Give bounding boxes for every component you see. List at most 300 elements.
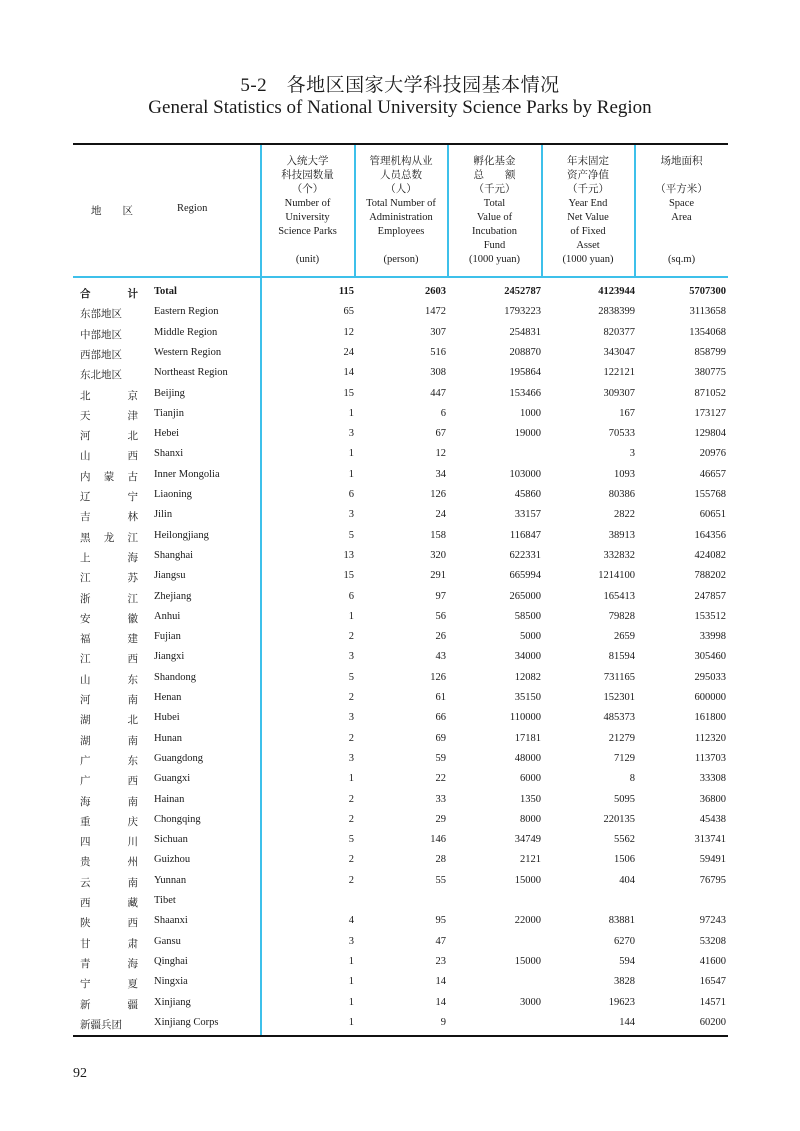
data-cell: 34749 — [514, 834, 541, 846]
region-name-cn: 湖南 — [80, 735, 138, 747]
data-cell: 80386 — [608, 489, 635, 500]
region-name-cn: 安徽 — [80, 613, 138, 625]
region-name-cn: 天津 — [80, 410, 138, 422]
region-name-cn: 宁夏 — [80, 979, 138, 991]
data-cell: 5 — [348, 671, 354, 683]
column-header-line: of Fixed — [570, 226, 606, 237]
region-name-cn: 甘肃 — [80, 938, 138, 950]
data-cell: 5000 — [520, 631, 541, 643]
table-row — [73, 591, 728, 611]
data-cell: 2 — [348, 793, 354, 805]
region-name-cn: 辽宁 — [80, 492, 138, 503]
data-cell: 112320 — [694, 732, 726, 744]
column-header-line: (unit) — [295, 254, 320, 265]
region-name-en: Middle Region — [154, 326, 218, 338]
data-cell: 858799 — [694, 346, 726, 358]
data-cell: 2 — [348, 874, 354, 886]
data-cell: 155768 — [694, 489, 726, 500]
data-cell: 110000 — [509, 712, 541, 724]
data-cell: 308 — [430, 367, 446, 379]
data-cell: 14 — [435, 976, 446, 988]
region-name-en: Hubei — [154, 712, 180, 724]
data-cell: 115 — [338, 286, 354, 297]
data-cell: 6270 — [614, 935, 635, 947]
data-cell: 69 — [435, 732, 446, 744]
region-name-en: Hunan — [154, 732, 182, 744]
data-cell: 871052 — [694, 387, 726, 399]
data-cell: 1093 — [614, 468, 635, 480]
table-row — [73, 733, 728, 753]
data-cell: 22000 — [514, 915, 541, 927]
data-cell: 29 — [435, 813, 446, 825]
column-header-line — [355, 239, 447, 253]
column-header-line: Employees — [377, 226, 425, 237]
data-cell: 1 — [348, 610, 354, 622]
table-row — [73, 570, 728, 590]
data-cell: 1354068 — [689, 326, 726, 338]
data-cell: 47 — [435, 935, 446, 947]
region-name-en: Guizhou — [154, 854, 191, 866]
column-header-line: 孵化基金 — [473, 156, 516, 167]
column-header-line: Asset — [576, 240, 600, 251]
data-cell: 122121 — [603, 367, 635, 379]
data-cell: 59 — [435, 752, 446, 764]
column-header-line: (person) — [383, 254, 419, 265]
table-row — [73, 875, 728, 895]
data-cell: 65 — [343, 306, 354, 318]
region-name-en: Heilongjiang — [154, 529, 209, 541]
data-cell: 129804 — [694, 428, 726, 440]
data-cell: 22 — [435, 773, 446, 785]
data-cell: 622331 — [509, 549, 541, 561]
data-cell: 15000 — [514, 955, 541, 967]
data-cell: 3 — [629, 448, 635, 460]
data-cell: 6 — [348, 489, 354, 500]
header-region-en: Region — [177, 203, 208, 214]
data-cell: 34000 — [514, 651, 541, 663]
data-cell: 173127 — [694, 407, 726, 419]
column-header-line: （个） — [291, 184, 324, 195]
region-name-cn: 广东 — [80, 755, 138, 767]
region-name-cn: 江西 — [80, 654, 138, 666]
data-cell: 5 — [348, 834, 354, 846]
column-header-line: Area — [671, 212, 692, 223]
region-name-cn: 中部地区 — [80, 329, 122, 341]
data-cell: 254831 — [509, 326, 541, 338]
table-row — [73, 530, 728, 550]
table-top-rule — [73, 143, 728, 145]
data-cell: 1000 — [520, 407, 541, 419]
region-name-en: Shanxi — [154, 448, 184, 460]
data-cell: 9 — [440, 1016, 446, 1028]
table-row — [73, 448, 728, 468]
data-cell: 1793223 — [504, 306, 541, 318]
region-name-en: Inner Mongolia — [154, 468, 220, 480]
region-name-en: Shandong — [154, 671, 196, 683]
region-name-en: Anhui — [154, 610, 181, 622]
data-cell: 8 — [629, 773, 635, 785]
region-name-en: Gansu — [154, 935, 181, 947]
data-cell: 8000 — [520, 813, 541, 825]
data-cell: 67 — [435, 428, 446, 440]
column-header-line: 年末固定 — [567, 156, 609, 167]
data-cell: 38913 — [608, 529, 635, 541]
data-cell: 5707300 — [689, 286, 726, 297]
table-row — [73, 367, 728, 387]
data-cell: 3 — [348, 428, 354, 440]
table-row — [73, 408, 728, 428]
data-cell: 167 — [619, 407, 635, 419]
region-name-en: Sichuan — [154, 834, 188, 846]
data-cell: 4 — [348, 915, 354, 927]
data-cell: 1 — [348, 976, 354, 988]
table-row — [73, 489, 728, 509]
data-cell: 26 — [435, 631, 446, 643]
table-row — [73, 773, 728, 793]
region-name-en: Beijing — [154, 387, 185, 399]
table-row — [73, 611, 728, 631]
region-name-en: Hainan — [154, 793, 185, 805]
data-cell: 144 — [619, 1016, 635, 1028]
region-name-en: Northeast Region — [154, 367, 228, 379]
data-cell: 56 — [435, 610, 446, 622]
data-cell: 61 — [435, 692, 446, 703]
data-cell: 220135 — [603, 813, 635, 825]
column-header-line: （千元） — [567, 184, 609, 195]
data-cell: 14 — [343, 367, 354, 379]
data-cell: 36800 — [699, 793, 726, 805]
data-cell: 1 — [348, 955, 354, 967]
data-cell: 12 — [435, 448, 446, 460]
data-cell: 53208 — [699, 935, 726, 947]
data-cell: 247857 — [694, 590, 726, 602]
data-cell: 2659 — [614, 631, 635, 643]
region-name-cn: 海南 — [80, 796, 138, 808]
region-name-cn: 陕西 — [80, 918, 138, 930]
column-header — [542, 155, 634, 267]
column-header-line: (1000 yuan) — [562, 254, 614, 265]
data-cell: 33 — [435, 793, 446, 805]
data-cell: 43 — [435, 651, 446, 663]
region-name-cn: 青海 — [80, 958, 138, 970]
data-cell: 33157 — [514, 509, 541, 521]
data-cell: 126 — [430, 671, 446, 683]
table-row — [73, 306, 728, 326]
region-name-en: Shaanxi — [154, 915, 188, 927]
data-cell: 2 — [348, 732, 354, 744]
data-cell: 34 — [435, 468, 446, 480]
region-name-en: Xinjiang — [154, 996, 191, 1008]
data-cell: 19623 — [608, 996, 635, 1008]
region-name-en: Guangdong — [154, 752, 203, 764]
data-cell: 116847 — [509, 529, 541, 541]
region-name-en: Eastern Region — [154, 306, 219, 318]
column-header — [355, 155, 447, 267]
data-cell: 146 — [430, 834, 446, 846]
data-cell: 60651 — [699, 509, 726, 521]
data-cell: 45438 — [699, 813, 726, 825]
data-cell: 3 — [348, 509, 354, 521]
data-cell: 15000 — [514, 874, 541, 886]
data-cell: 23 — [435, 955, 446, 967]
table-row — [73, 550, 728, 570]
table-row — [73, 347, 728, 367]
data-cell: 60200 — [699, 1016, 726, 1028]
data-cell: 5095 — [614, 793, 635, 805]
data-cell: 48000 — [514, 752, 541, 764]
data-cell: 2 — [348, 692, 354, 703]
data-cell: 7129 — [614, 752, 635, 764]
data-cell: 2822 — [614, 509, 635, 521]
region-name-cn: 东部地区 — [80, 309, 122, 321]
data-cell: 152301 — [603, 692, 635, 703]
data-cell: 24 — [435, 509, 446, 521]
column-header-line: (sq.m) — [667, 254, 696, 265]
region-name-en: Jilin — [154, 509, 173, 521]
data-cell: 55 — [435, 874, 446, 886]
data-cell: 2 — [348, 854, 354, 866]
column-header-line: Total Number of — [366, 198, 436, 209]
region-name-en: Guangxi — [154, 773, 191, 785]
data-cell: 33308 — [699, 773, 726, 785]
region-name-en: Qinghai — [154, 955, 188, 967]
data-cell: 14 — [435, 996, 446, 1008]
data-cell: 58500 — [514, 610, 541, 622]
region-name-cn: 贵州 — [80, 857, 138, 869]
column-header-line: Administration — [369, 212, 433, 223]
data-cell: 6 — [440, 407, 446, 419]
data-cell: 788202 — [694, 570, 726, 582]
data-cell: 3 — [348, 752, 354, 764]
data-cell: 485373 — [603, 712, 635, 724]
region-name-cn: 湖北 — [80, 715, 138, 727]
data-cell: 309307 — [603, 387, 635, 399]
data-cell: 1 — [348, 773, 354, 785]
data-cell: 21279 — [608, 732, 635, 744]
data-cell: 15 — [343, 570, 354, 582]
data-cell: 79828 — [608, 610, 635, 622]
region-name-cn: 山东 — [80, 674, 138, 686]
data-cell: 265000 — [509, 590, 541, 602]
region-name-cn: 合计 — [80, 289, 138, 300]
column-header-line: 科技园数量 — [281, 170, 334, 181]
data-cell: 15 — [343, 387, 354, 399]
data-cell: 3 — [348, 935, 354, 947]
region-name-cn: 浙江 — [80, 593, 138, 605]
data-cell: 6000 — [520, 773, 541, 785]
table-row — [73, 651, 728, 671]
region-name-cn: 上海 — [80, 552, 138, 564]
data-cell: 83881 — [608, 915, 635, 927]
column-header-line: Science Parks — [278, 226, 337, 237]
table-row — [73, 631, 728, 651]
region-name-en: Liaoning — [154, 489, 192, 500]
data-cell: 1472 — [425, 306, 446, 318]
data-cell: 380775 — [694, 367, 726, 379]
region-name-en: Tianjin — [154, 407, 184, 419]
column-header — [448, 155, 541, 267]
table-row — [73, 712, 728, 732]
data-cell: 516 — [430, 346, 446, 358]
region-name-cn: 福建 — [80, 634, 138, 646]
data-cell: 447 — [430, 387, 446, 399]
data-cell: 208870 — [509, 346, 541, 358]
column-header-line: 总 额 — [473, 170, 516, 181]
region-name-en: Hebei — [154, 428, 180, 440]
region-name-en: Shanghai — [154, 549, 194, 561]
data-cell: 332832 — [603, 549, 635, 561]
data-cell: 19000 — [514, 428, 541, 440]
data-cell: 2121 — [520, 854, 541, 866]
region-name-cn: 重庆 — [80, 816, 138, 828]
column-header-line: Total — [483, 198, 506, 209]
data-cell: 1 — [348, 1016, 354, 1028]
table-row — [73, 469, 728, 489]
data-cell: 820377 — [603, 326, 635, 338]
table-row — [73, 814, 728, 834]
data-cell: 158 — [430, 529, 446, 541]
region-name-cn: 西藏 — [80, 898, 138, 909]
region-name-en: Xinjiang Corps — [154, 1016, 219, 1028]
data-cell: 291 — [430, 570, 446, 582]
data-cell: 2603 — [425, 286, 446, 297]
table-row — [73, 692, 728, 712]
region-name-cn: 内蒙古 — [80, 471, 138, 483]
column-header-line: Number of — [284, 198, 331, 209]
column-header-line: Fund — [483, 240, 506, 251]
data-cell: 14571 — [699, 996, 726, 1008]
data-cell: 1214100 — [598, 570, 635, 582]
column-header-line: （平方米） — [655, 184, 708, 195]
region-name-cn: 广西 — [80, 776, 138, 788]
table-row — [73, 388, 728, 408]
region-name-cn: 四川 — [80, 837, 138, 849]
table-row — [73, 1017, 728, 1037]
region-name-en: Henan — [154, 692, 182, 703]
column-header-line: Incubation — [472, 226, 517, 237]
data-cell: 2 — [348, 631, 354, 643]
region-name-cn: 江苏 — [80, 573, 138, 585]
data-cell: 13 — [343, 549, 354, 561]
data-cell: 195864 — [509, 367, 541, 379]
table-row — [73, 976, 728, 996]
column-header-line — [635, 225, 728, 239]
table-row — [73, 327, 728, 347]
data-cell: 1 — [348, 468, 354, 480]
data-cell: 313741 — [694, 834, 726, 846]
data-cell: 1 — [348, 996, 354, 1008]
data-cell: 153512 — [694, 610, 726, 622]
data-cell: 3 — [348, 712, 354, 724]
table-row — [73, 753, 728, 773]
data-cell: 95 — [435, 915, 446, 927]
region-name-en: Jiangxi — [154, 651, 185, 663]
region-name-cn: 北京 — [80, 390, 138, 402]
region-name-cn: 东北地区 — [80, 370, 122, 382]
data-cell: 1 — [348, 407, 354, 419]
region-name-cn: 云南 — [80, 877, 138, 889]
data-cell: 20976 — [699, 448, 726, 460]
data-cell: 16547 — [699, 976, 726, 988]
data-cell: 3 — [348, 651, 354, 663]
data-cell: 97243 — [699, 915, 726, 927]
table-row — [73, 672, 728, 692]
table-row — [73, 936, 728, 956]
region-name-cn: 新疆 — [80, 999, 138, 1011]
data-cell: 594 — [619, 955, 635, 967]
data-cell: 295033 — [694, 671, 726, 683]
region-name-cn: 河北 — [80, 431, 138, 443]
data-cell: 76795 — [699, 874, 726, 886]
column-header-line — [635, 239, 728, 253]
column-header-line — [261, 239, 354, 253]
data-cell: 113703 — [694, 752, 726, 764]
data-cell: 3000 — [520, 996, 541, 1008]
header-bottom-rule — [73, 276, 728, 278]
column-header — [635, 155, 728, 267]
data-cell: 59491 — [699, 854, 726, 866]
region-name-en: Zhejiang — [154, 590, 192, 602]
data-cell: 70533 — [608, 428, 635, 440]
data-cell: 103000 — [509, 468, 541, 480]
data-cell: 343047 — [603, 346, 635, 358]
table-row — [73, 428, 728, 448]
data-cell: 33998 — [699, 631, 726, 643]
data-cell: 3828 — [614, 976, 635, 988]
table-row — [73, 895, 728, 915]
data-cell: 12082 — [514, 671, 541, 683]
data-cell: 1350 — [520, 793, 541, 805]
data-cell: 2838399 — [598, 306, 635, 318]
data-cell: 731165 — [603, 671, 635, 683]
region-name-en: Jiangsu — [154, 570, 186, 582]
column-header-line: Net Value — [567, 212, 609, 223]
data-cell: 153466 — [509, 387, 541, 399]
data-cell: 2 — [348, 813, 354, 825]
data-cell: 17181 — [514, 732, 541, 744]
table-row — [73, 854, 728, 874]
data-cell: 41600 — [699, 955, 726, 967]
data-cell: 35150 — [514, 692, 541, 703]
region-name-en: Ningxia — [154, 976, 188, 988]
data-cell: 24 — [343, 346, 354, 358]
region-name-en: Western Region — [154, 346, 222, 358]
data-cell: 307 — [430, 326, 446, 338]
data-cell: 165413 — [603, 590, 635, 602]
page-title-cn: 5-2 各地区国家大学科技园基本情况 — [240, 75, 560, 96]
table-row — [73, 794, 728, 814]
table-row — [73, 286, 728, 306]
data-cell: 305460 — [694, 651, 726, 663]
data-cell: 81594 — [608, 651, 635, 663]
data-cell: 3113658 — [689, 306, 726, 318]
region-name-en: Fujian — [154, 631, 181, 643]
data-cell: 161800 — [694, 712, 726, 724]
table-row — [73, 509, 728, 529]
region-name-en: Yunnan — [154, 874, 187, 886]
table-row — [73, 915, 728, 935]
table-row — [73, 834, 728, 854]
region-name-cn: 吉林 — [80, 512, 138, 524]
column-header-line: Value of — [476, 212, 513, 223]
data-cell: 6 — [348, 590, 354, 602]
column-header-line: 资产净值 — [567, 170, 609, 181]
data-cell: 97 — [435, 590, 446, 602]
region-name-en: Tibet — [154, 895, 176, 906]
column-header-line — [635, 169, 728, 183]
column-header-line: 场地面积 — [660, 156, 703, 167]
data-cell: 424082 — [694, 549, 726, 561]
